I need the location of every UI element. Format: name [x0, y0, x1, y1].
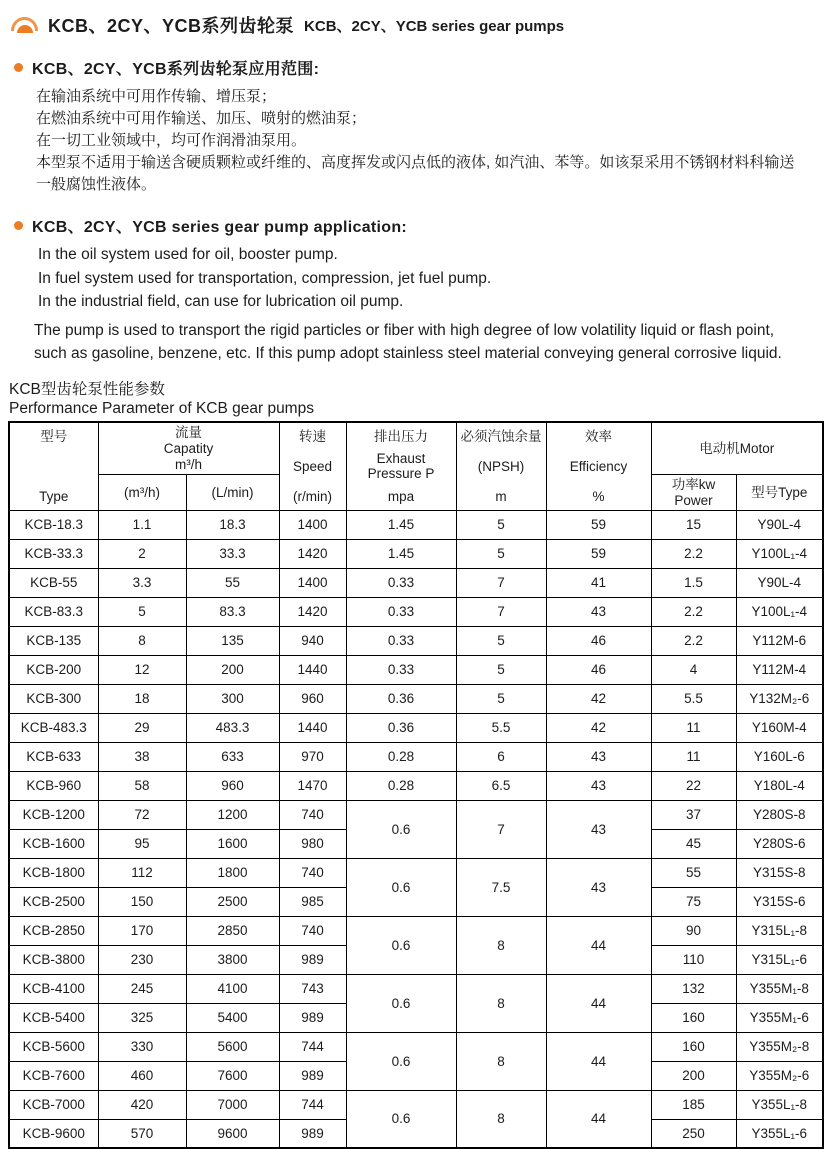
cell-power: 90 [651, 916, 736, 945]
cell-power: 250 [651, 1119, 736, 1148]
cell-model: KCB-1200 [9, 800, 98, 829]
table-row [9, 858, 823, 887]
cell-model: KCB-3800 [9, 945, 98, 974]
cell-motor-type: Y112M-6 [736, 626, 823, 655]
section-heading-en-label: KCB、2CY、YCB series gear pump application: [32, 214, 407, 237]
cell-efficiency: 44 [546, 974, 651, 1032]
table-row [9, 510, 823, 539]
cell-motor-type: Y90L-4 [736, 510, 823, 539]
cell-capacity-lmin: 960 [186, 771, 279, 800]
cn-line: 在输油系统中可用作传输、增压泵； [36, 86, 808, 108]
cell-power: 22 [651, 771, 736, 800]
cell-motor-type: Y90L-4 [736, 568, 823, 597]
cell-pressure: 1.45 [346, 510, 456, 539]
cell-pressure: 0.28 [346, 742, 456, 771]
cell-npsh: 7.5 [456, 858, 546, 916]
cell-speed: 744 [279, 1090, 346, 1119]
cell-efficiency: 43 [546, 800, 651, 858]
cell-model: KCB-2850 [9, 916, 98, 945]
cell-capacity-lmin: 5400 [186, 1003, 279, 1032]
cell-pressure: 0.6 [346, 858, 456, 916]
cell-efficiency: 44 [546, 916, 651, 974]
cell-model: KCB-960 [9, 771, 98, 800]
table-row [9, 800, 823, 829]
cell-power: 55 [651, 858, 736, 887]
cell-capacity-m3h: 420 [98, 1090, 186, 1119]
cell-speed: 985 [279, 887, 346, 916]
cell-pressure: 0.33 [346, 655, 456, 684]
cell-pressure: 0.33 [346, 568, 456, 597]
table-row [9, 916, 823, 945]
page-title-zh: KCB、2CY、YCB系列齿轮泵 [48, 12, 294, 38]
cell-speed: 744 [279, 1032, 346, 1061]
header-type-en: Type [39, 489, 68, 504]
cell-npsh: 8 [456, 916, 546, 974]
cell-capacity-lmin: 633 [186, 742, 279, 771]
cell-power: 160 [651, 1003, 736, 1032]
table-row [9, 568, 823, 597]
cell-speed: 989 [279, 945, 346, 974]
header-capacity-zh: 流量 [175, 425, 202, 440]
table-row [9, 597, 823, 626]
cell-capacity-m3h: 58 [98, 771, 186, 800]
cell-capacity-m3h: 3.3 [98, 568, 186, 597]
table-row [9, 655, 823, 684]
table-row [9, 1032, 823, 1061]
table-title-zh: KCB型齿轮泵性能参数 [9, 380, 822, 399]
cell-efficiency: 59 [546, 539, 651, 568]
header-motor-label: 电动机Motor [699, 441, 774, 456]
cell-capacity-lmin: 18.3 [186, 510, 279, 539]
cn-application-lines [8, 86, 822, 196]
cell-capacity-lmin: 9600 [186, 1119, 279, 1148]
cell-capacity-m3h: 245 [98, 974, 186, 1003]
cell-capacity-lmin: 7000 [186, 1090, 279, 1119]
cell-capacity-m3h: 150 [98, 887, 186, 916]
cell-efficiency: 43 [546, 858, 651, 916]
cell-speed: 1400 [279, 568, 346, 597]
header-capacity [98, 422, 279, 475]
cell-power: 110 [651, 945, 736, 974]
cell-motor-type: Y100L₁-4 [736, 597, 823, 626]
cell-model: KCB-300 [9, 684, 98, 713]
en-application-lines [8, 243, 822, 314]
cell-power: 11 [651, 713, 736, 742]
cell-capacity-lmin: 483.3 [186, 713, 279, 742]
page-title-en: KCB、2CY、YCB series gear pumps [304, 15, 564, 36]
cell-model: KCB-5600 [9, 1032, 98, 1061]
header-motor-type-label: 型号Type [751, 485, 807, 500]
cell-motor-type: Y315S-6 [736, 887, 823, 916]
cell-pressure: 0.6 [346, 800, 456, 858]
cell-npsh: 5 [456, 539, 546, 568]
cell-model: KCB-135 [9, 626, 98, 655]
en-paragraph: The pump is used to transport the rigid particles or fiber with high degree of low volatility liquid or flash point, such as gasoline, benzene, etc. If this pump adopt stainless steel material conveying general corrosive liquid. [8, 319, 822, 366]
header-motor-power [651, 474, 736, 510]
header-efficiency [546, 422, 651, 511]
cell-pressure: 0.33 [346, 597, 456, 626]
cell-capacity-m3h: 1.1 [98, 510, 186, 539]
cell-capacity-m3h: 325 [98, 1003, 186, 1032]
header-motor-power-en: Power [674, 493, 712, 508]
cell-capacity-m3h: 18 [98, 684, 186, 713]
header-type [9, 422, 98, 511]
cell-efficiency: 42 [546, 684, 651, 713]
cell-npsh: 7 [456, 568, 546, 597]
cell-capacity-lmin: 2850 [186, 916, 279, 945]
cell-speed: 740 [279, 800, 346, 829]
cell-capacity-m3h: 12 [98, 655, 186, 684]
cell-power: 45 [651, 829, 736, 858]
table-titles [8, 380, 822, 418]
cell-efficiency: 43 [546, 771, 651, 800]
cell-pressure: 0.36 [346, 684, 456, 713]
performance-table [8, 421, 824, 1149]
header-motor-type [736, 474, 823, 510]
table-row [9, 742, 823, 771]
cell-capacity-m3h: 95 [98, 829, 186, 858]
cell-speed: 960 [279, 684, 346, 713]
cell-npsh: 5 [456, 510, 546, 539]
cell-capacity-lmin: 3800 [186, 945, 279, 974]
en-line: In fuel system used for transportation, compression, jet fuel pump. [38, 267, 808, 291]
cell-capacity-m3h: 5 [98, 597, 186, 626]
cell-motor-type: Y315L₁-8 [736, 916, 823, 945]
section-heading-cn-label: KCB、2CY、YCB系列齿轮泵应用范围: [32, 56, 319, 79]
cell-speed: 740 [279, 858, 346, 887]
header-speed-en: Speed [293, 459, 332, 474]
brand-sunrise-icon [10, 16, 40, 34]
cell-pressure: 0.6 [346, 916, 456, 974]
cell-power: 37 [651, 800, 736, 829]
cell-power: 160 [651, 1032, 736, 1061]
cell-npsh: 6 [456, 742, 546, 771]
cell-motor-type: Y355M₂-8 [736, 1032, 823, 1061]
cn-line: 在一切工业领域中，均可作润滑油泵用。 [36, 130, 808, 152]
cell-efficiency: 44 [546, 1090, 651, 1148]
cell-speed: 989 [279, 1061, 346, 1090]
table-title-en: Performance Parameter of KCB gear pumps [9, 399, 822, 418]
header-capacity-lmin [186, 474, 279, 510]
cell-motor-type: Y315L₁-6 [736, 945, 823, 974]
header-npsh-unit: m [495, 489, 506, 504]
cell-power: 5.5 [651, 684, 736, 713]
en-line: In the oil system used for oil, booster pump. [38, 243, 808, 267]
table-row [9, 974, 823, 1003]
cell-capacity-m3h: 8 [98, 626, 186, 655]
table-body [9, 510, 823, 1148]
cell-npsh: 7 [456, 800, 546, 858]
header-pressure-unit: mpa [388, 489, 414, 504]
cell-speed: 970 [279, 742, 346, 771]
cell-npsh: 6.5 [456, 771, 546, 800]
cell-model: KCB-83.3 [9, 597, 98, 626]
cell-pressure: 0.6 [346, 974, 456, 1032]
header-capacity-lmin-label: (L/min) [211, 485, 253, 500]
cell-power: 185 [651, 1090, 736, 1119]
cell-capacity-lmin: 33.3 [186, 539, 279, 568]
cell-pressure: 0.36 [346, 713, 456, 742]
cell-pressure: 1.45 [346, 539, 456, 568]
cell-capacity-m3h: 112 [98, 858, 186, 887]
cell-motor-type: Y100L₁-4 [736, 539, 823, 568]
cell-speed: 1440 [279, 655, 346, 684]
cell-power: 2.2 [651, 539, 736, 568]
cell-speed: 940 [279, 626, 346, 655]
header-pressure [346, 422, 456, 511]
cell-efficiency: 46 [546, 655, 651, 684]
cell-capacity-lmin: 1600 [186, 829, 279, 858]
cell-efficiency: 43 [546, 597, 651, 626]
cell-model: KCB-7600 [9, 1061, 98, 1090]
cell-motor-type: Y355M₁-6 [736, 1003, 823, 1032]
table-row [9, 713, 823, 742]
cell-motor-type: Y280S-8 [736, 800, 823, 829]
cell-speed: 1470 [279, 771, 346, 800]
en-line: In the industrial field, can use for lubrication oil pump. [38, 290, 808, 314]
cell-efficiency: 44 [546, 1032, 651, 1090]
header-capacity-en: Capatity [164, 441, 214, 456]
cell-motor-type: Y355M₂-6 [736, 1061, 823, 1090]
cell-npsh: 5.5 [456, 713, 546, 742]
cell-capacity-lmin: 5600 [186, 1032, 279, 1061]
header-type-zh: 型号 [40, 429, 67, 444]
header-pressure-en: Exhaust Pressure P [349, 451, 454, 481]
cell-pressure: 0.6 [346, 1032, 456, 1090]
cell-pressure: 0.6 [346, 1090, 456, 1148]
header-pressure-zh: 排出压力 [374, 429, 428, 444]
header-capacity-m3h-label: (m³/h) [124, 485, 160, 500]
cell-npsh: 8 [456, 1090, 546, 1148]
cell-motor-type: Y355L₁-6 [736, 1119, 823, 1148]
cell-motor-type: Y112M-4 [736, 655, 823, 684]
cell-model: KCB-2500 [9, 887, 98, 916]
cell-speed: 743 [279, 974, 346, 1003]
cell-power: 4 [651, 655, 736, 684]
cell-npsh: 5 [456, 684, 546, 713]
cell-efficiency: 42 [546, 713, 651, 742]
cell-model: KCB-633 [9, 742, 98, 771]
cell-model: KCB-483.3 [9, 713, 98, 742]
table-row [9, 626, 823, 655]
cell-power: 2.2 [651, 626, 736, 655]
cell-capacity-m3h: 72 [98, 800, 186, 829]
cell-model: KCB-1800 [9, 858, 98, 887]
cell-capacity-lmin: 7600 [186, 1061, 279, 1090]
header-efficiency-zh: 效率 [585, 429, 612, 444]
cell-efficiency: 41 [546, 568, 651, 597]
table-row [9, 684, 823, 713]
cell-capacity-m3h: 38 [98, 742, 186, 771]
cell-npsh: 8 [456, 1032, 546, 1090]
header-speed-zh: 转速 [299, 429, 326, 444]
bullet-icon [14, 221, 23, 230]
cell-npsh: 5 [456, 655, 546, 684]
cell-capacity-lmin: 83.3 [186, 597, 279, 626]
header-npsh-en: (NPSH) [478, 459, 525, 474]
section-heading-en [8, 214, 822, 237]
cell-efficiency: 43 [546, 742, 651, 771]
cell-motor-type: Y180L-4 [736, 771, 823, 800]
cell-model: KCB-33.3 [9, 539, 98, 568]
header-efficiency-en: Efficiency [570, 459, 628, 474]
cell-capacity-m3h: 170 [98, 916, 186, 945]
cell-speed: 1420 [279, 597, 346, 626]
cell-power: 2.2 [651, 597, 736, 626]
cell-motor-type: Y280S-6 [736, 829, 823, 858]
header-capacity-unit: m³/h [175, 457, 202, 472]
cell-model: KCB-5400 [9, 1003, 98, 1032]
cell-model: KCB-7000 [9, 1090, 98, 1119]
cell-motor-type: Y315S-8 [736, 858, 823, 887]
cell-npsh: 8 [456, 974, 546, 1032]
cell-speed: 989 [279, 1003, 346, 1032]
cell-speed: 1440 [279, 713, 346, 742]
cell-speed: 1400 [279, 510, 346, 539]
cell-efficiency: 46 [546, 626, 651, 655]
cell-motor-type: Y160L-6 [736, 742, 823, 771]
table-row [9, 539, 823, 568]
table-row [9, 1090, 823, 1119]
cell-capacity-lmin: 55 [186, 568, 279, 597]
cell-power: 75 [651, 887, 736, 916]
cell-capacity-m3h: 460 [98, 1061, 186, 1090]
cell-model: KCB-4100 [9, 974, 98, 1003]
cell-speed: 740 [279, 916, 346, 945]
cell-speed: 980 [279, 829, 346, 858]
cell-capacity-lmin: 135 [186, 626, 279, 655]
cell-capacity-lmin: 1800 [186, 858, 279, 887]
doc-header [8, 12, 822, 38]
cell-motor-type: Y132M₂-6 [736, 684, 823, 713]
cell-pressure: 0.33 [346, 626, 456, 655]
cn-line: 本型泵不适用于输送含硬质颗粒或纤维的、高度挥发或闪点低的液体, 如汽油、苯等。如该泵采用不锈钢材料科输送一般腐蚀性液体。 [36, 152, 808, 196]
header-motor-power-zh: 功率kw [672, 477, 716, 492]
header-speed [279, 422, 346, 511]
header-speed-unit: (r/min) [293, 489, 332, 504]
cell-motor-type: Y160M-4 [736, 713, 823, 742]
cell-capacity-lmin: 200 [186, 655, 279, 684]
cell-power: 15 [651, 510, 736, 539]
header-motor [651, 422, 823, 475]
cell-power: 132 [651, 974, 736, 1003]
cell-speed: 1420 [279, 539, 346, 568]
cell-power: 11 [651, 742, 736, 771]
header-npsh-zh: 必须汽蚀余量 [461, 429, 542, 444]
cell-motor-type: Y355L₁-8 [736, 1090, 823, 1119]
cell-pressure: 0.28 [346, 771, 456, 800]
cell-capacity-lmin: 4100 [186, 974, 279, 1003]
cell-model: KCB-55 [9, 568, 98, 597]
header-efficiency-unit: % [592, 489, 604, 504]
cell-motor-type: Y355M₁-8 [736, 974, 823, 1003]
cell-capacity-m3h: 29 [98, 713, 186, 742]
cell-speed: 989 [279, 1119, 346, 1148]
header-capacity-m3h [98, 474, 186, 510]
bullet-icon [14, 63, 23, 72]
cell-model: KCB-200 [9, 655, 98, 684]
cell-model: KCB-1600 [9, 829, 98, 858]
cell-power: 200 [651, 1061, 736, 1090]
cell-npsh: 7 [456, 597, 546, 626]
cell-efficiency: 59 [546, 510, 651, 539]
cell-npsh: 5 [456, 626, 546, 655]
section-heading-cn [8, 56, 822, 79]
cell-model: KCB-18.3 [9, 510, 98, 539]
cell-capacity-m3h: 330 [98, 1032, 186, 1061]
cell-capacity-lmin: 2500 [186, 887, 279, 916]
cell-capacity-lmin: 300 [186, 684, 279, 713]
cn-line: 在燃油系统中可用作输送、加压、喷射的燃油泵； [36, 108, 808, 130]
cell-capacity-lmin: 1200 [186, 800, 279, 829]
cell-capacity-m3h: 230 [98, 945, 186, 974]
table-row [9, 771, 823, 800]
header-npsh [456, 422, 546, 511]
cell-capacity-m3h: 570 [98, 1119, 186, 1148]
cell-capacity-m3h: 2 [98, 539, 186, 568]
table-header [9, 422, 823, 511]
cell-power: 1.5 [651, 568, 736, 597]
cell-model: KCB-9600 [9, 1119, 98, 1148]
